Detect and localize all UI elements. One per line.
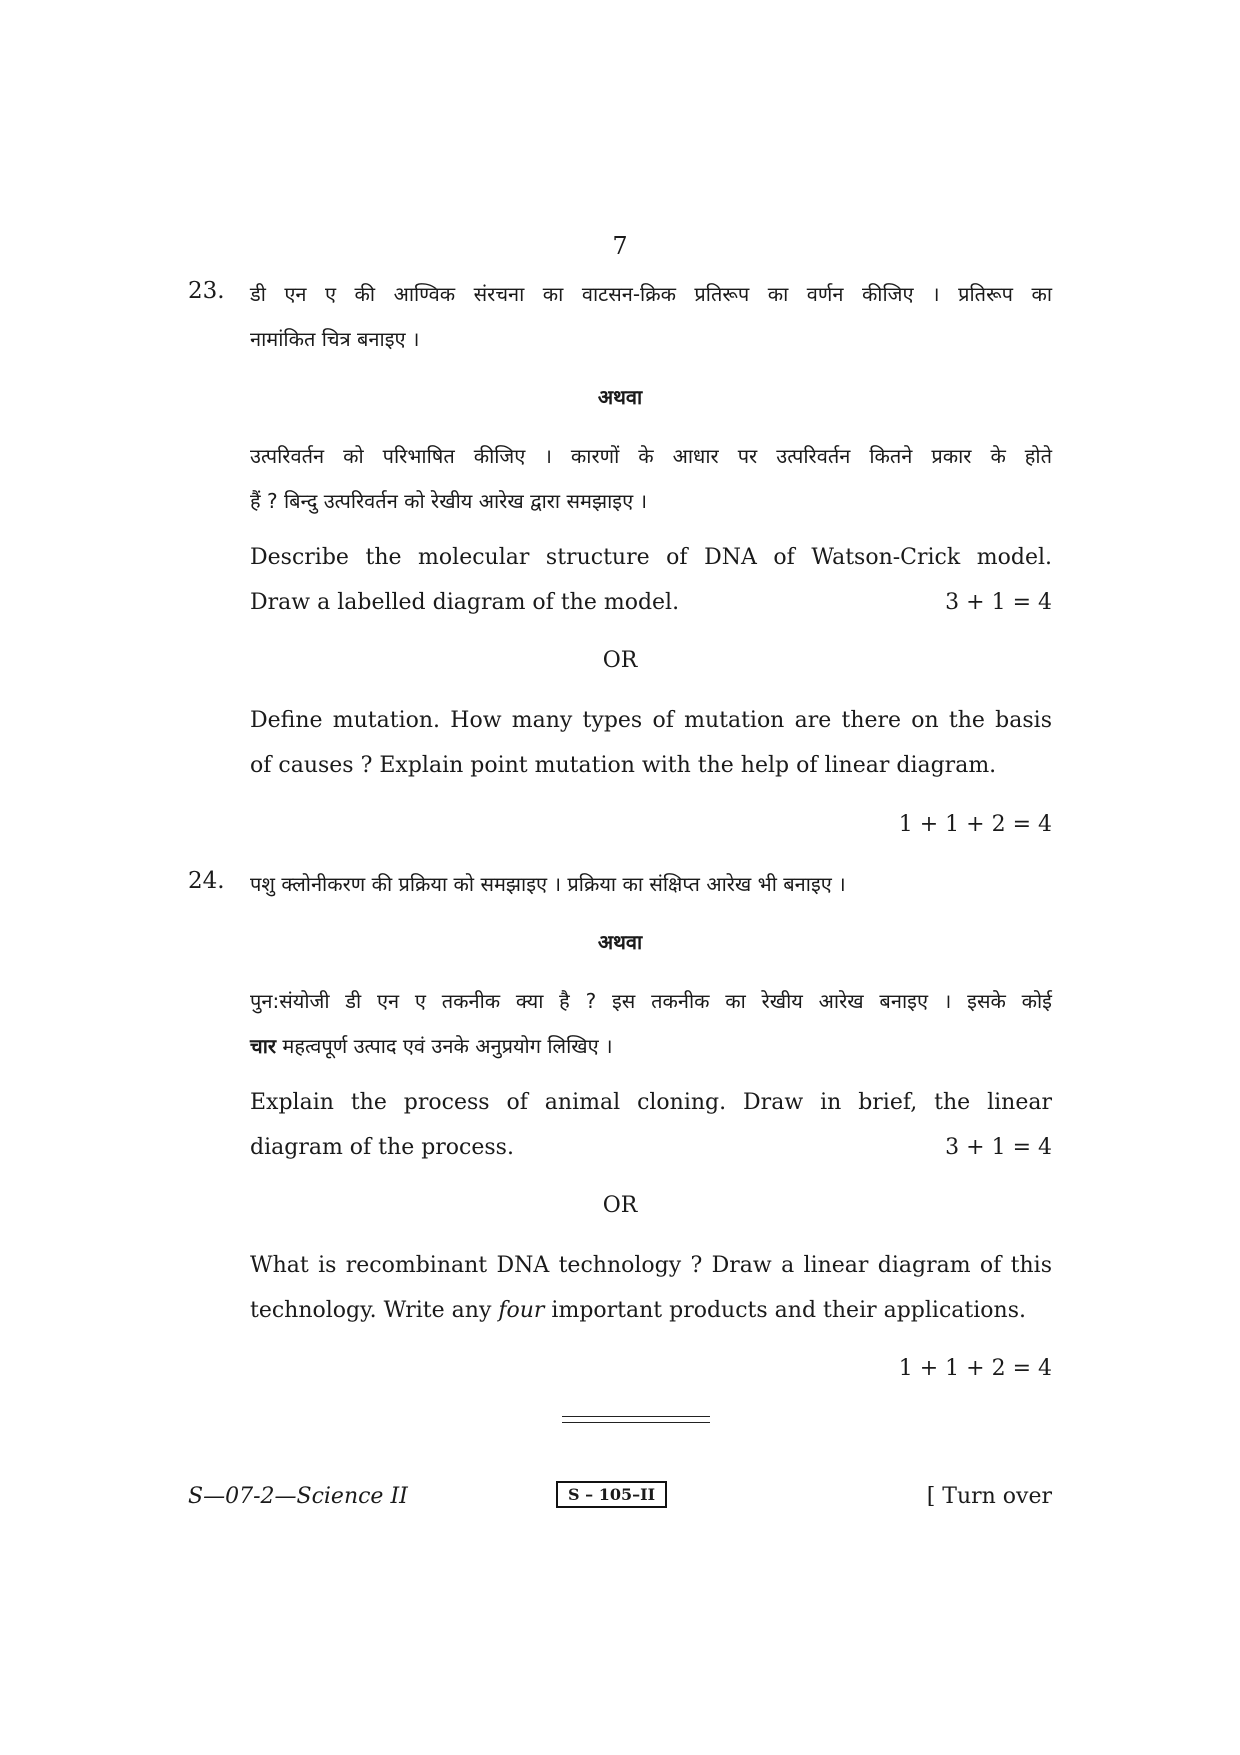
q24-english-line-2: diagram of the process. xyxy=(250,1135,514,1160)
q23-english-line-2: Draw a labelled diagram of the model. xyxy=(250,590,680,615)
q24-marks-1: 3 + 1 = 4 xyxy=(945,1135,1052,1160)
q24-alt-english-italic-word: four xyxy=(498,1298,545,1323)
q24-marks-2: 1 + 1 + 2 = 4 xyxy=(898,1356,1052,1381)
footer-paper-code: S—07-2—Science II xyxy=(188,1484,408,1509)
footer-turn-over: [ Turn over xyxy=(926,1484,1052,1509)
q23-hindi-line-2: नामांकित चित्र बनाइए । xyxy=(250,327,420,351)
end-double-rule xyxy=(562,1416,710,1423)
q23-alt-hindi-line-1: उत्परिवर्तन को परिभाषित कीजिए । कारणों के आधार पर उत्परिवर्तन कितने प्रकार के होते xyxy=(250,444,1052,468)
q24-alt-hindi-line-1: पुन:संयोजी डी एन ए तकनीक क्या है ? इस तकनीक का रेखीय आरेख बनाइए । इसके कोई xyxy=(250,989,1052,1013)
q24-hindi-line-1: पशु क्लोनीकरण की प्रक्रिया को समझाइए । प्रक्रिया का संक्षिप्त आरेख भी बनाइए । xyxy=(250,872,846,896)
page-number: 7 xyxy=(612,232,628,260)
q23-marks-1: 3 + 1 = 4 xyxy=(945,590,1052,615)
q23-alt-english-line-2: of causes ? Explain point mutation with the help of linear diagram. xyxy=(250,753,997,778)
q23-alt-english-line-1: Define mutation. How many types of mutation are there on the basis xyxy=(250,708,1052,733)
question-23-number: 23. xyxy=(188,278,225,304)
q23-alt-hindi-line-2: हैं ? बिन्दु उत्परिवर्तन को रेखीय आरेख द्वारा समझाइए । xyxy=(250,489,648,513)
q24-or-hindi: अथवा xyxy=(597,930,643,954)
q24-alt-english-line-2-pre: technology. Write any xyxy=(250,1298,499,1323)
footer-boxed-code: S – 105–II xyxy=(556,1481,667,1508)
q23-or-english: OR xyxy=(602,648,638,673)
q23-english-line-1: Describe the molecular structure of DNA of Watson-Crick model. xyxy=(250,545,1052,570)
q24-alt-english-line-2-post: important products and their applications. xyxy=(544,1298,1026,1323)
q24-or-english: OR xyxy=(602,1193,638,1218)
q24-alt-english-line-1: What is recombinant DNA technology ? Draw a linear diagram of this xyxy=(250,1253,1052,1278)
q24-alt-hindi-line-2 xyxy=(250,1032,1052,1059)
q23-or-hindi: अथवा xyxy=(597,385,643,409)
q23-marks-2: 1 + 1 + 2 = 4 xyxy=(898,812,1052,837)
question-24-number: 24. xyxy=(188,868,225,894)
q24-english-line-1: Explain the process of animal cloning. Draw in brief, the linear xyxy=(250,1090,1052,1115)
q24-alt-english-line-2 xyxy=(250,1298,1052,1323)
q24-alt-hindi-bold-word: चार xyxy=(250,1034,277,1058)
q23-hindi-line-1: डी एन ए की आण्विक संरचना का वाटसन-क्रिक प्रतिरूप का वर्णन कीजिए । प्रतिरूप का xyxy=(250,282,1052,306)
q24-alt-hindi-line-2-rest: महत्वपूर्ण उत्पाद एवं उनके अनुप्रयोग लिखिए । xyxy=(276,1034,613,1058)
